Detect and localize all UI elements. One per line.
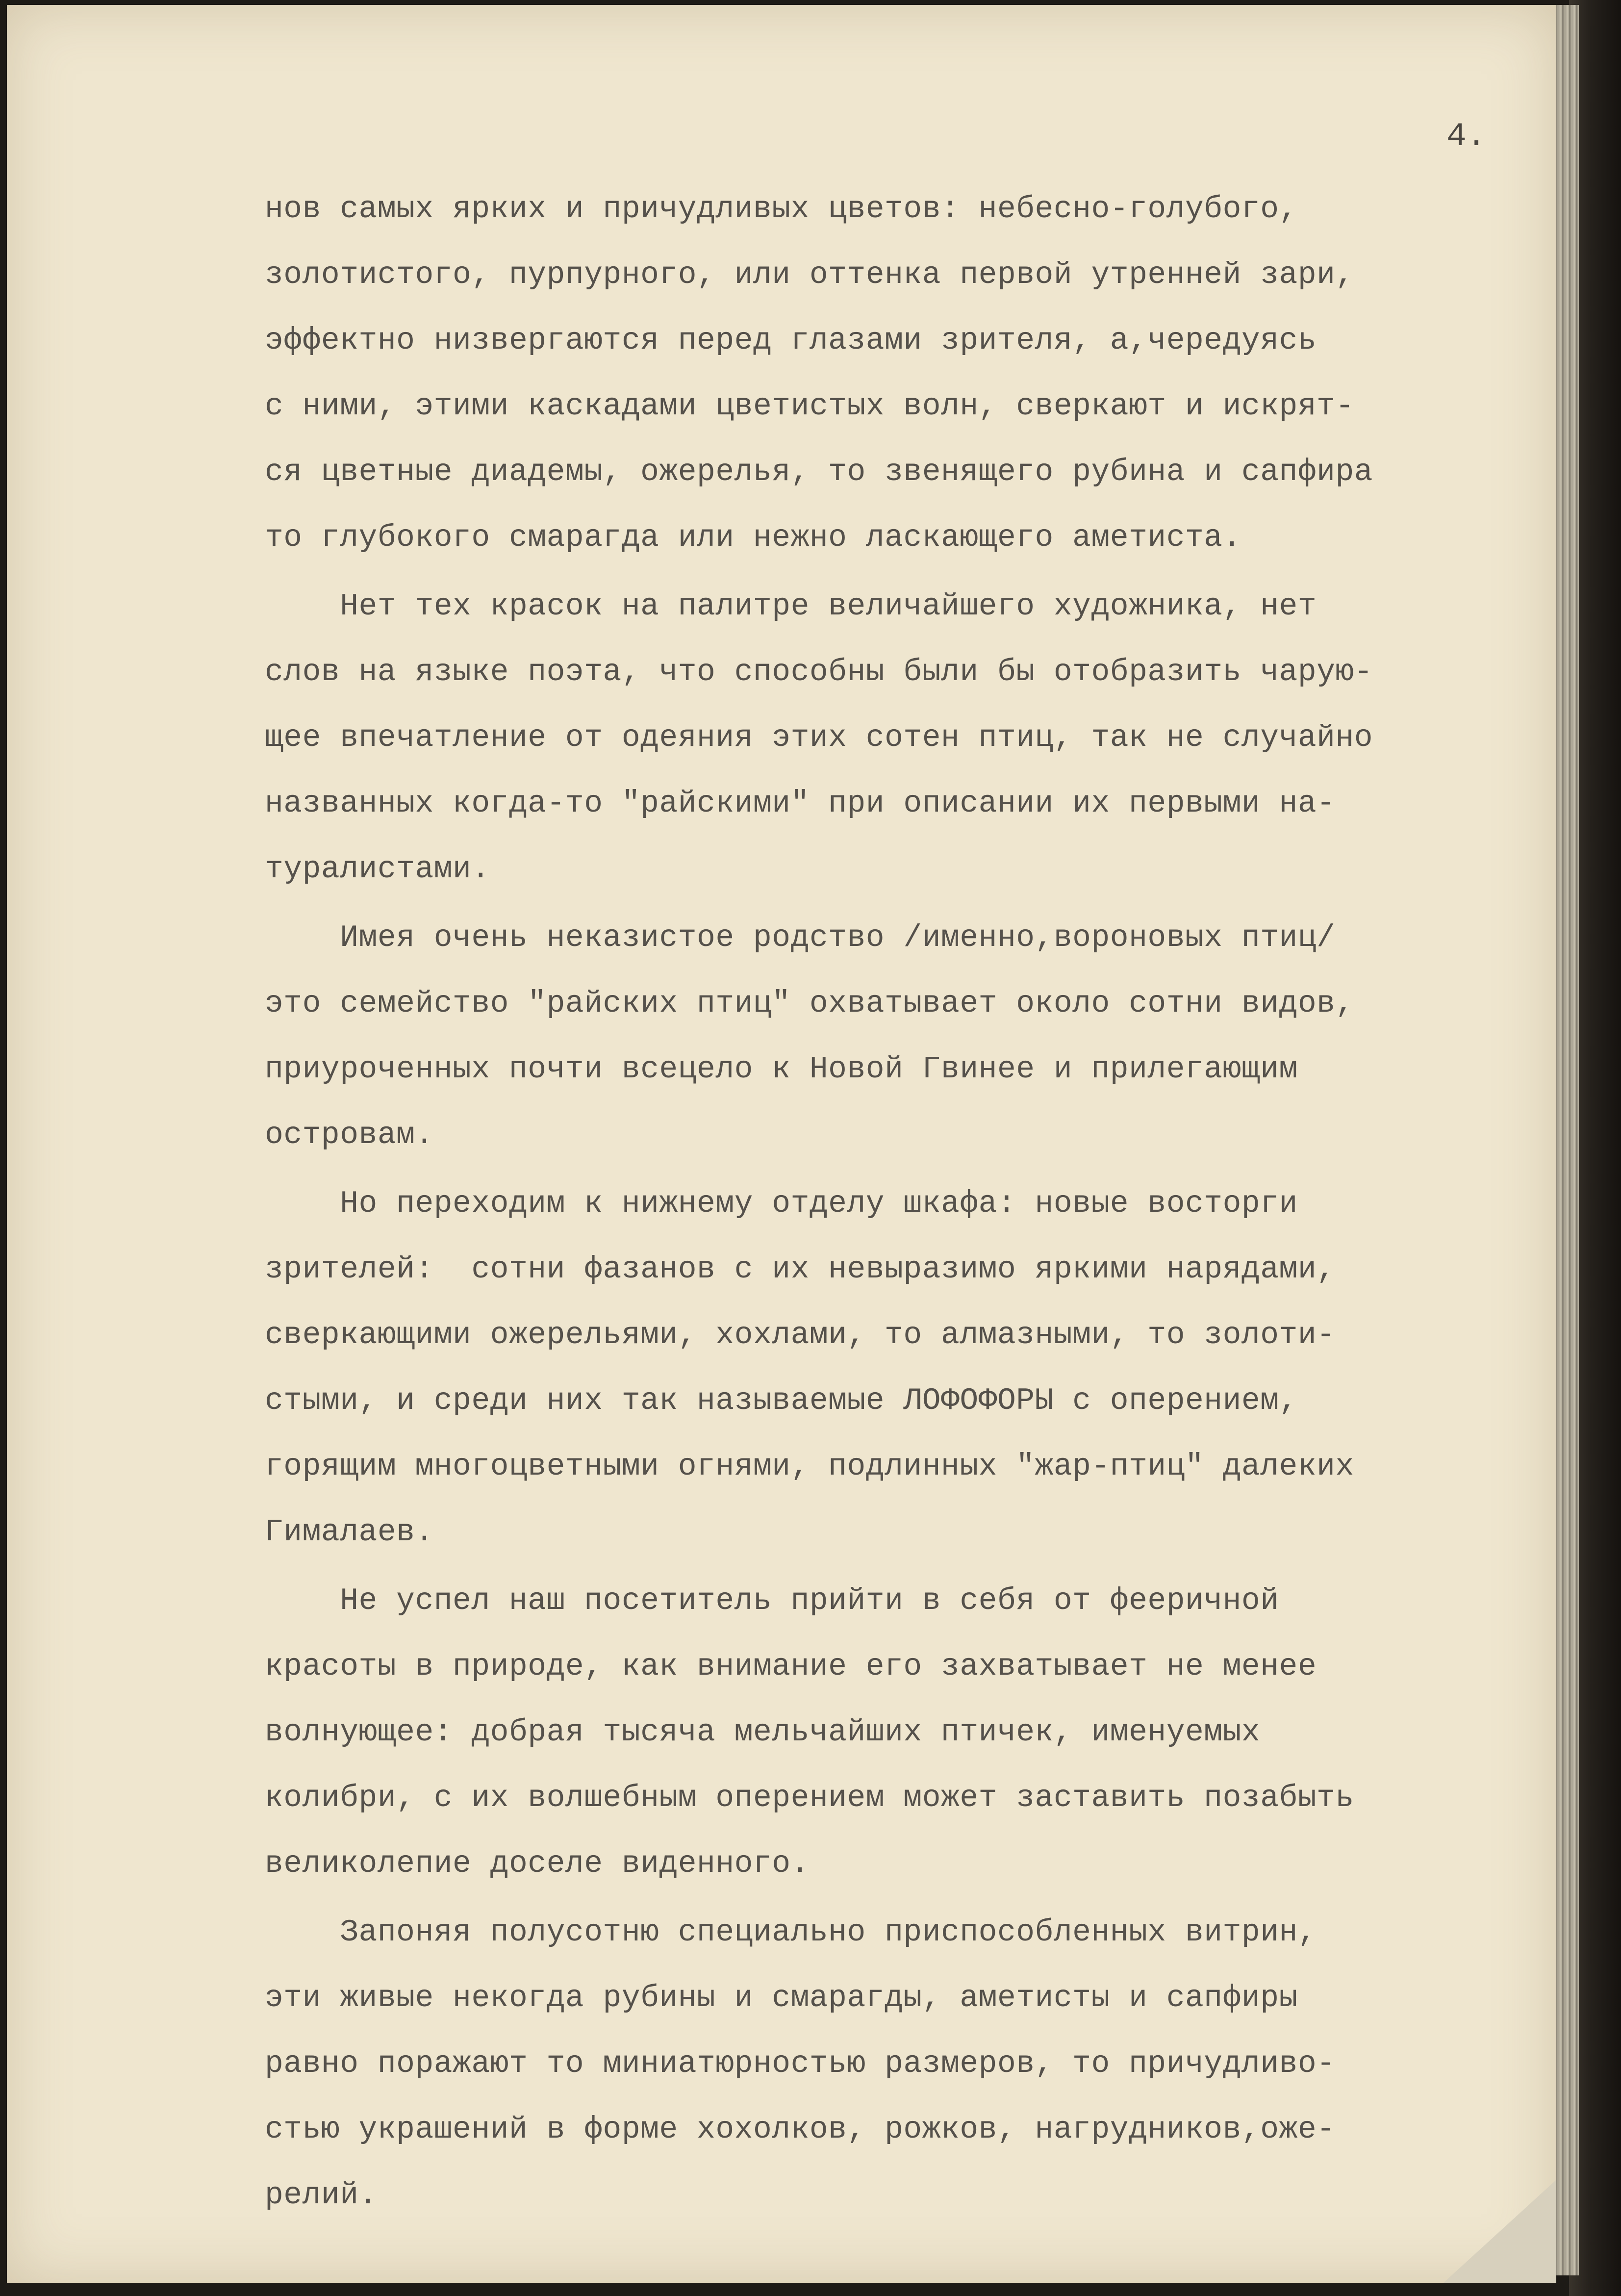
paragraph-4 bbox=[265, 1171, 1569, 1565]
paragraph-2 bbox=[265, 574, 1569, 902]
text-line: туралистами. bbox=[265, 852, 490, 887]
text-line: стыми, и среди них так называемые ЛОФОФОРЫ с оперением, bbox=[265, 1383, 1298, 1418]
text-line: Нет тех красок на палитре величайшего художника, нет bbox=[265, 589, 1317, 624]
paragraph-3 bbox=[265, 905, 1569, 1168]
typewritten-text bbox=[265, 177, 1569, 2231]
text-line: щее впечатление от одеяния этих сотен птиц, так не случайно bbox=[265, 720, 1373, 755]
paragraph-5 bbox=[265, 1568, 1569, 1897]
text-line: слов на языке поэта, что способны были бы отобразить чарую- bbox=[265, 655, 1373, 689]
text-line: золотистого, пурпурного, или оттенка первой утренней зари, bbox=[265, 257, 1354, 292]
text-line: Не успел наш посетитель прийти в себя от фееричной bbox=[265, 1583, 1279, 1618]
text-line: равно поражают то миниатюрностью размеров, то причудливо- bbox=[265, 2046, 1336, 2081]
text-line: великолепие доселе виденного. bbox=[265, 1846, 810, 1881]
paragraph-1 bbox=[265, 177, 1569, 571]
text-line: эффектно низвергаются перед глазами зрителя, а,чередуясь bbox=[265, 323, 1317, 358]
text-line: волнующее: добрая тысяча мельчайших птичек, именуемых bbox=[265, 1715, 1261, 1750]
text-line: Но переходим к нижнему отделу шкафа: новые восторги bbox=[265, 1186, 1298, 1221]
page-number: 4. bbox=[1446, 118, 1487, 155]
text-line: релий. bbox=[265, 2178, 378, 2213]
text-line: зрителей: сотни фазанов с их невыразимо яркими нарядами, bbox=[265, 1252, 1336, 1287]
text-line: Запоняя полусотню специально приспособленных витрин, bbox=[265, 1915, 1317, 1950]
text-line: с ними, этими каскадами цветистых волн, сверкают и искрят- bbox=[265, 389, 1354, 424]
text-line: красоты в природе, как внимание его захватывает не менее bbox=[265, 1649, 1317, 1684]
text-line: горящим многоцветными огнями, подлинных "жар-птиц" далеких bbox=[265, 1449, 1354, 1484]
paragraph-6 bbox=[265, 1900, 1569, 2228]
text-line: сверкающими ожерельями, хохлами, то алмазными, то золоти- bbox=[265, 1318, 1336, 1352]
text-line: стью украшений в форме хохолков, рожков, нагрудников,оже- bbox=[265, 2112, 1336, 2147]
text-line: эти живые некогда рубины и смарагды, аметисты и сапфиры bbox=[265, 1981, 1298, 2015]
text-line: Гималаев. bbox=[265, 1515, 434, 1550]
text-line: то глубокого смарагда или нежно ласкающего аметиста. bbox=[265, 520, 1241, 555]
text-line: это семейство "райских птиц" охватывает около сотни видов, bbox=[265, 986, 1354, 1021]
text-line: нов самых ярких и причудливых цветов: небесно-голубого, bbox=[265, 192, 1298, 227]
text-line: приуроченных почти всецело к Новой Гвинее и прилегающим bbox=[265, 1052, 1298, 1087]
text-line: ся цветные диадемы, ожерелья, то звенящего рубина и сапфира bbox=[265, 455, 1373, 489]
text-line: островам. bbox=[265, 1118, 434, 1152]
text-line: названных когда-то "райскими" при описании их первыми на- bbox=[265, 786, 1336, 821]
text-line: колибри, с их волшебным оперением может заставить позабыть bbox=[265, 1781, 1354, 1815]
text-line: Имея очень неказистое родство /именно,вороновых птиц/ bbox=[265, 920, 1336, 955]
